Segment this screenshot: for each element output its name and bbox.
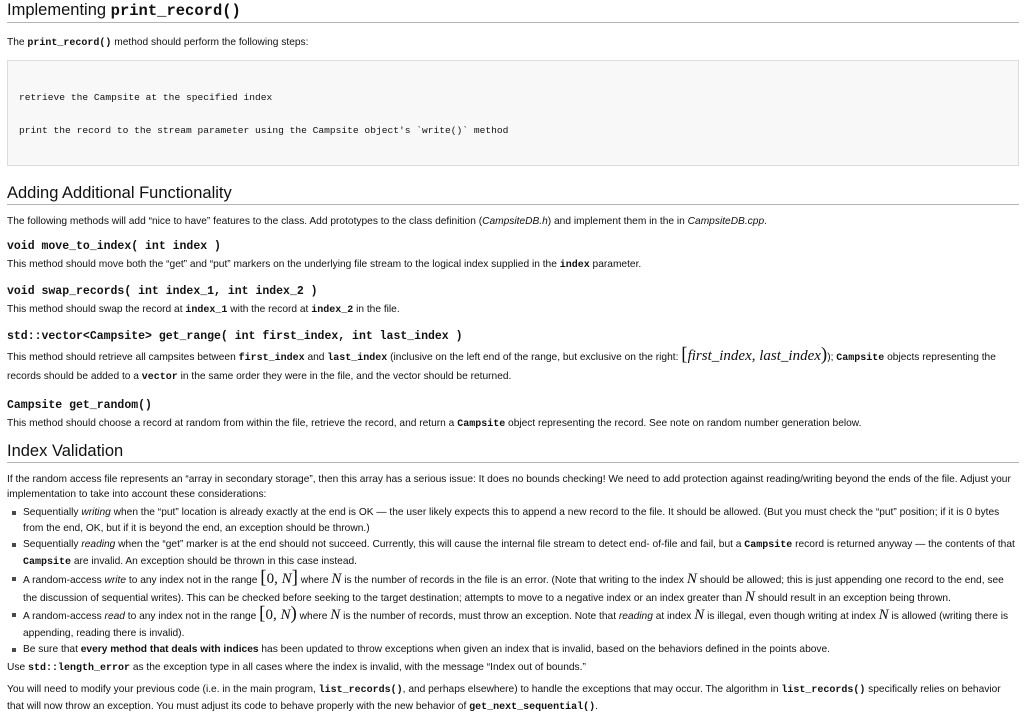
method-signature-get-random: Campsite get_random() (7, 399, 152, 412)
math-last-index: last_index (759, 348, 821, 364)
method-desc-swap-records: This method should swap the record at index_1 with the record at index_2 in the file. (7, 304, 400, 316)
heading-print-record: Implementing print_record() (7, 0, 1019, 23)
final-note: You will need to modify your previous code (i.e. in the main program, list_records(), and perhaps elsewhere) to handle the exceptions that may occur. The algorithm in list_records() specifically relies on behavior that will now throw an exception. You must adjust its code to behave properly with the new behavior of get_next_sequential(). (7, 684, 1001, 713)
validation-list (7, 505, 1019, 658)
list-item: Be sure that every method that deals with indices has been updated to throw exceptions when given an index that is invalid, based on the behaviors defined in the points above. (23, 642, 1019, 658)
method-signature-move-to-index: void move_to_index( int index ) (7, 240, 221, 253)
heading-index-validation: Index Validation (7, 441, 1019, 463)
method-desc-get-random: This method should choose a record at random from within the file, retrieve the record, and return a Campsite object representing the record. See note on random number generation below. (7, 418, 862, 430)
math-close-paren: ) (820, 344, 828, 365)
steps-code-block (7, 60, 1019, 166)
additional-intro: The following methods will add “nice to have” features to the class. Add prototypes to the class definition (CampsiteDB.h) and implement them in the in CampsiteDB.cpp. (7, 216, 767, 227)
heading-code: print_record() (110, 2, 241, 20)
print-record-intro: The print_record() method should perform the following steps: (7, 37, 309, 49)
math-open-bracket: [ (681, 344, 688, 365)
heading-additional-functionality: Adding Additional Functionality (7, 183, 1019, 205)
list-item: Sequentially reading when the “get” marker is at the end should not succeed. Currently, this will cause the internal file stream to detect end- of-file and fail, but a Campsite record is returned anyway — the contents of that Campsite are invalid. An exception should be thrown in this case instead. (23, 537, 1019, 571)
document (7, 0, 1019, 716)
exception-type-note: Use std::length_error as the exception type in all cases where the index is invalid, with the message “Index out of bounds.” (7, 662, 586, 674)
method-desc-move-to-index: This method should move both the “get” and “put” markers on the underlying file stream to the logical index supplied in the index parameter. (7, 259, 642, 271)
method-desc-get-range: This method should retrieve all campsites between first_index and last_index (inclusive on the left end of the range, but exclusive on the right: [first_index, last_index)); Campsite objects representing the records should be added to a vector in the same order they were in the file, and the vector should be returned. (7, 344, 996, 383)
math-first-index: first_index (687, 348, 752, 364)
validation-intro: If the random access file represents an “array in secondary storage”, then this array has a serious issue: It does no bounds checking! We need to add protection against reading/writing beyond the ends of the file. Adjust your implementation to take into account these considerations: (7, 474, 1011, 500)
list-item: Sequentially writing when the “put” location is already exactly at the end is OK — the user likely expects this to append a new record to the file. It should be allowed. (But you must check the “put” position; if it is 0 bytes from the end, OK, but if it is beyond the end, an exception should be thrown.) (23, 505, 1019, 537)
list-item: A random-access write to any index not in the range [0, N] where N is the number of records in the file is an error. (Note that writing to the index N should be allowed; this is just appending one record to the end, see the discussion of sequential writes). This can be checked before seeking to the target destination; attempts to move to a negative index or an index greater than N should result in an exception being thrown. (23, 571, 1019, 607)
method-signature-get-range: std::vector<Campsite> get_range( int first_index, int last_index ) (7, 330, 463, 343)
code-line: print the record to the stream parameter using the Campsite object's `write()` method (19, 125, 509, 136)
list-item: A random-access read to any index not in the range [0, N) where N is the number of records, must throw an exception. Note that reading at index N is illegal, even though writing at index N is allowed (writing there is appending, reading there is invalid). (23, 607, 1019, 642)
code-line: retrieve the Campsite at the specified index (19, 92, 273, 103)
method-signature-swap-records: void swap_records( int index_1, int index_2 ) (7, 285, 318, 298)
